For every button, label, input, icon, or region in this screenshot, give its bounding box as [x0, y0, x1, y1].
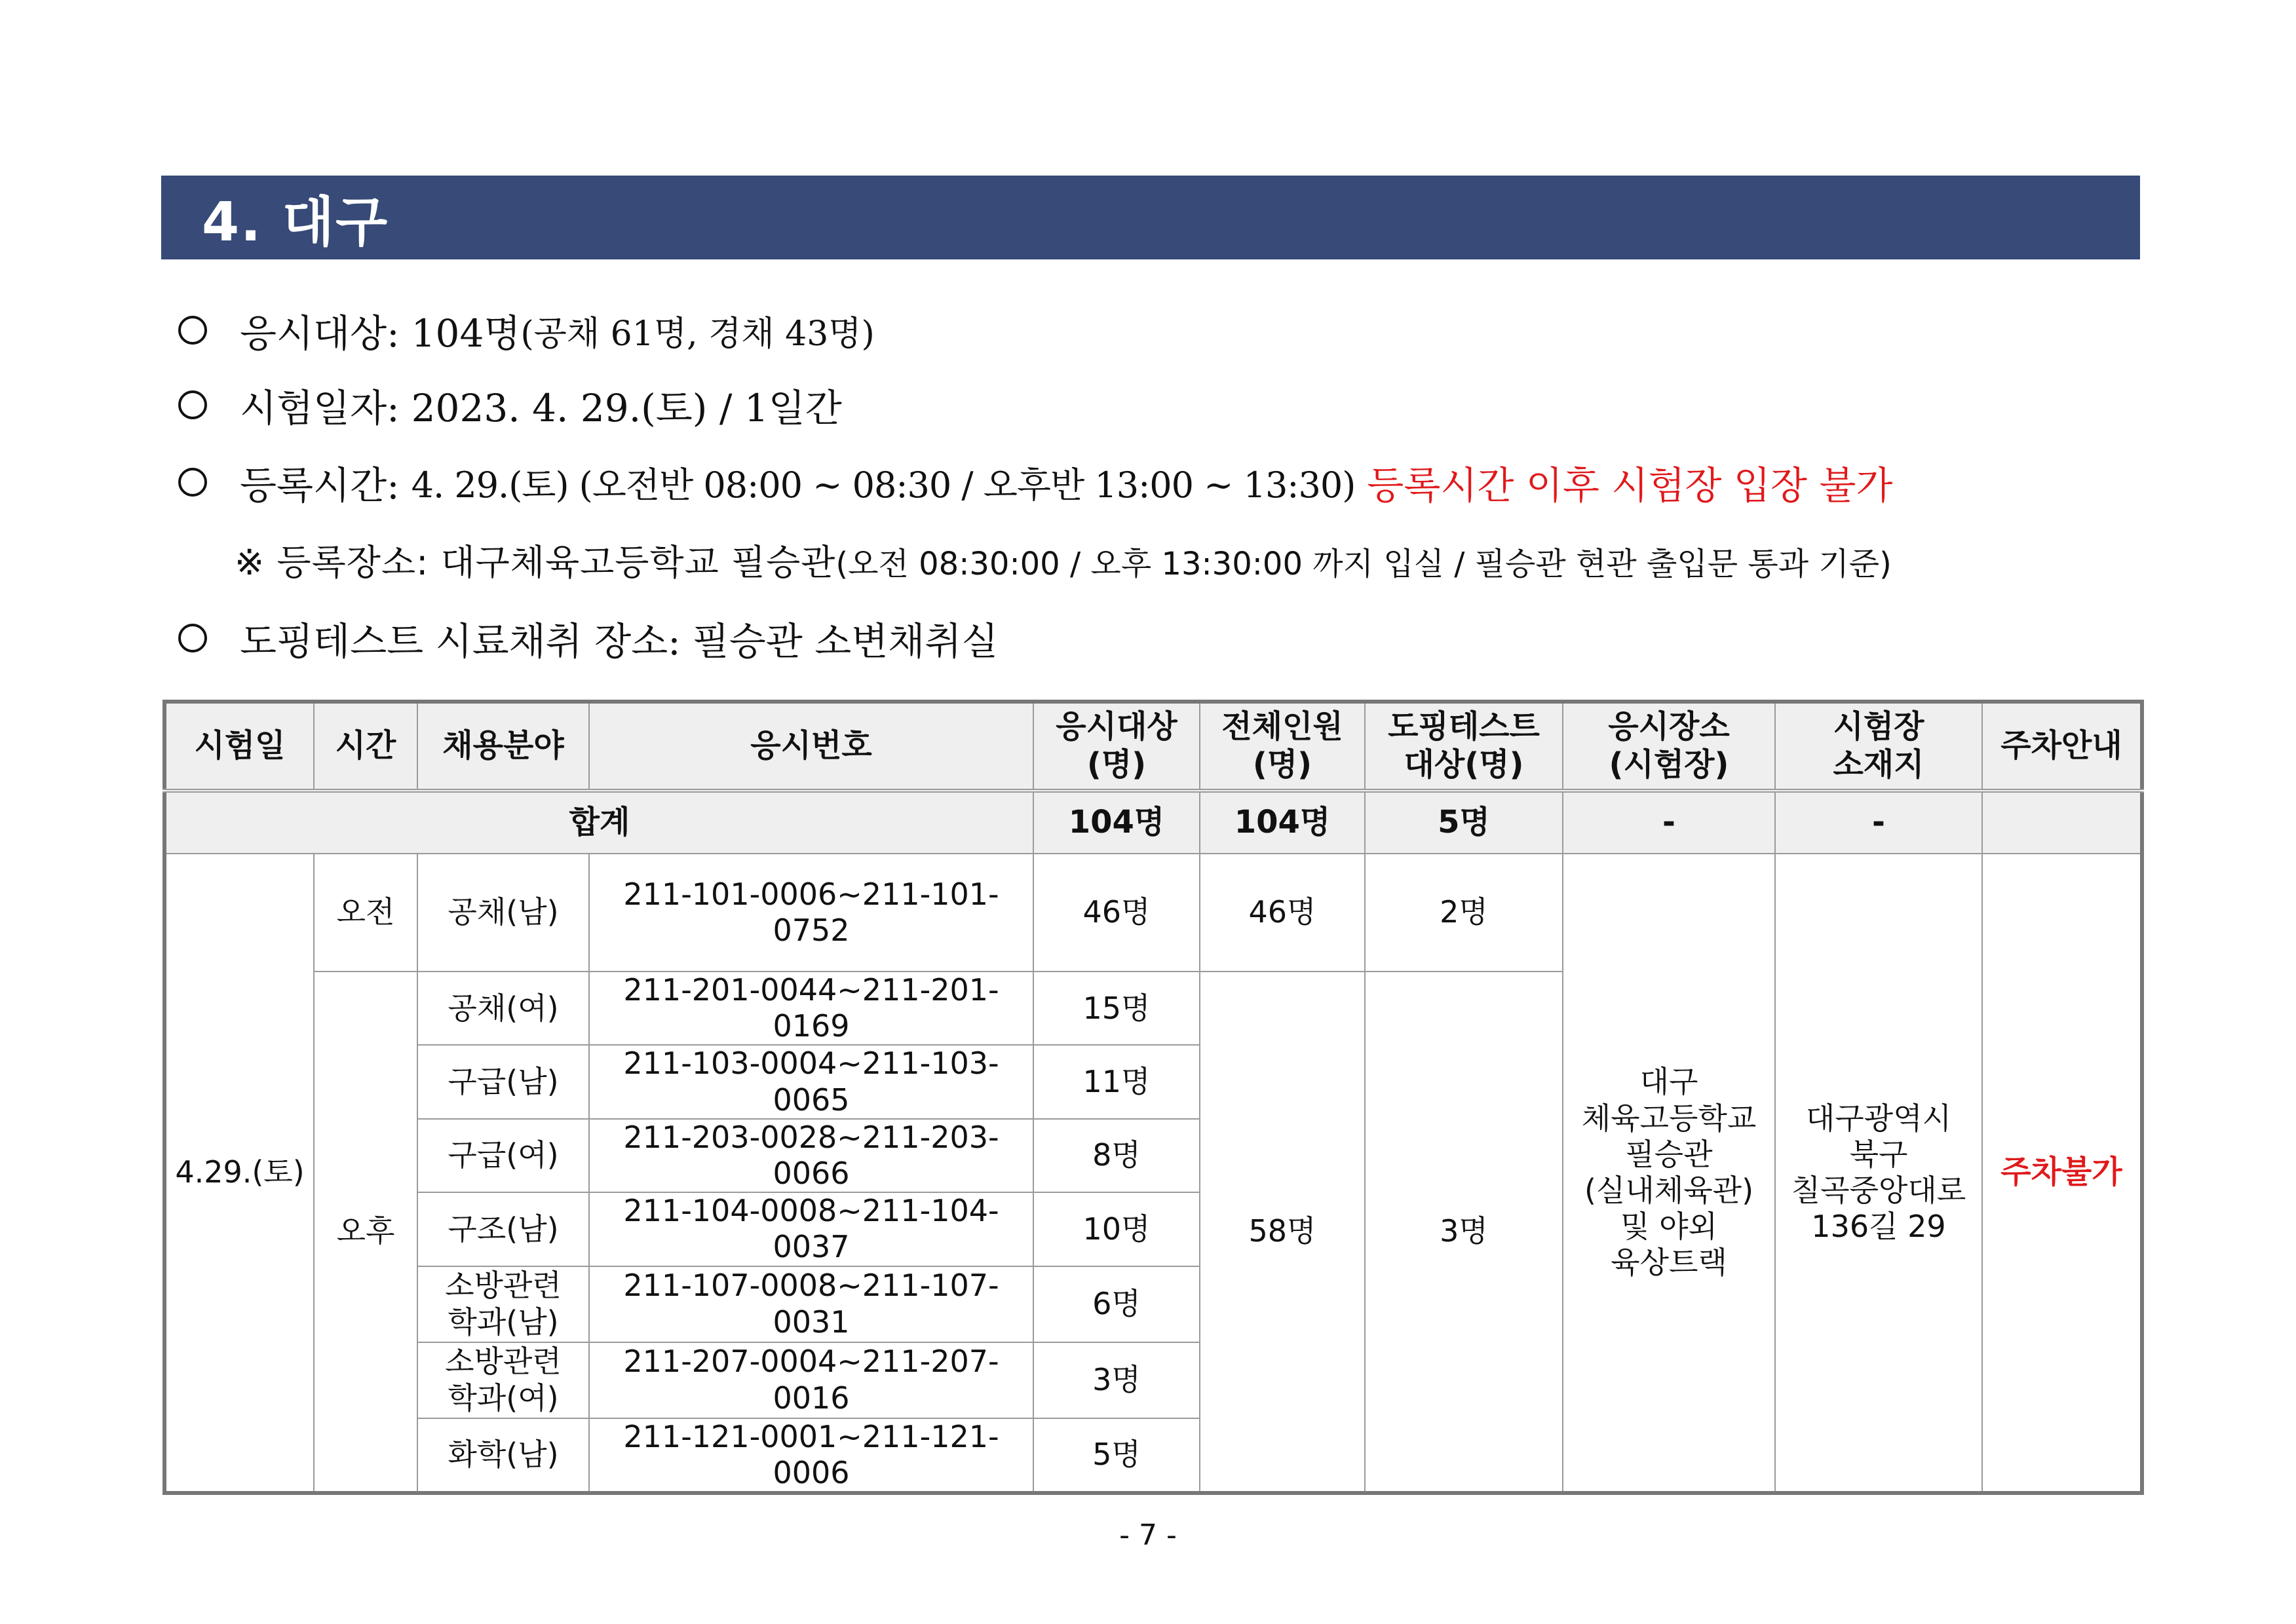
table-row: 구급(여) 211-203-0028~211-203-0066 8명 — [164, 1119, 2142, 1192]
table-header-row — [164, 702, 2142, 791]
registration-warning: 등록시간 이후 시험장 입장 불가 — [1367, 463, 1893, 508]
total-location: - — [1775, 791, 1982, 854]
section-title: 4. 대구 — [202, 191, 389, 254]
location-cell: 대구광역시 북구 칠곡중앙대로 136길 29 — [1775, 854, 1982, 1493]
header-field: 채용분야 — [417, 702, 589, 791]
header-parking: 주차안내 — [1982, 702, 2142, 791]
table-row: 4.29.(토) 오전 공채(남) 211-101-0006~211-101-0752 46명 46명 2명 대구 체육고등학교 필승관 (실내체육관) 및 야외 육상트랙 대구광역시 북구 칠곡중앙대로 136길 29 주차불가 — [164, 854, 2142, 972]
total-target: 104명 — [1033, 791, 1200, 854]
header-target: 응시대상 (명) — [1033, 702, 1200, 791]
info-target: 응시대상: 104명 (공채 61명, 경채 43명) — [178, 303, 875, 358]
table-row: 소방관련 학과(여) 211-207-0004~211-207-0016 3명 — [164, 1342, 2142, 1418]
exam-date-cell: 4.29.(토) — [164, 854, 314, 1493]
table-row: 구조(남) 211-104-0008~211-104-0037 10명 — [164, 1192, 2142, 1266]
total-venue: - — [1563, 791, 1775, 854]
time-morning: 오전 — [314, 854, 417, 972]
table-row: 구급(남) 211-103-0004~211-103-0065 11명 — [164, 1045, 2142, 1118]
table-total-row — [164, 791, 2142, 854]
parking-cell: 주차불가 — [1982, 854, 2142, 1493]
header-venue: 응시장소 (시험장) — [1563, 702, 1775, 791]
time-afternoon: 오후 — [314, 972, 417, 1493]
header-time: 시간 — [314, 702, 417, 791]
total-total: 104명 — [1200, 791, 1365, 854]
info-registration: 등록시간: 4. 29.(토) (오전반 08:00 ~ 08:30 / 오후반 13:00 ~ 13:30) 등록시간 이후 시험장 입장 불가 — [178, 455, 1892, 510]
circle-bullet-icon — [178, 468, 207, 497]
circle-bullet-icon — [178, 316, 207, 345]
page-number: - 7 - — [1119, 1519, 1177, 1552]
info-doping-place: 도핑테스트 시료채취 장소: 필승관 소변채취실 — [178, 611, 998, 666]
afternoon-doping-cell: 3명 — [1365, 972, 1563, 1493]
header-number: 응시번호 — [589, 702, 1033, 791]
table-row: 오후 공채(여) 211-201-0044~211-201-0169 15명 58명 3명 — [164, 972, 2142, 1045]
circle-bullet-icon — [178, 624, 207, 652]
section-title-bar — [161, 176, 2140, 259]
header-total: 전체인원 (명) — [1200, 702, 1365, 791]
info-date: 시험일자: 2023. 4. 29.(토) / 1일간 — [178, 377, 842, 432]
header-location: 시험장 소재지 — [1775, 702, 1982, 791]
table-row: 화학(남) 211-121-0001~211-121-0006 5명 — [164, 1418, 2142, 1493]
afternoon-total-cell: 58명 — [1200, 972, 1365, 1493]
circle-bullet-icon — [178, 390, 207, 419]
info-registration-place: ※ 등록장소: 대구체육고등학교 필승관(오전 08:30:00 / 오후 13:30:00 까지 입실 / 필승관 현관 출입문 통과 기준) — [235, 542, 1892, 583]
total-label: 합계 — [164, 791, 1033, 854]
exam-schedule-table — [163, 700, 2144, 1495]
header-doping: 도핑테스트 대상(명) — [1365, 702, 1563, 791]
total-doping: 5명 — [1365, 791, 1563, 854]
table-row: 소방관련 학과(남) 211-107-0008~211-107-0031 6명 — [164, 1266, 2142, 1342]
header-date: 시험일 — [164, 702, 314, 791]
venue-cell: 대구 체육고등학교 필승관 (실내체육관) 및 야외 육상트랙 — [1563, 854, 1775, 1493]
